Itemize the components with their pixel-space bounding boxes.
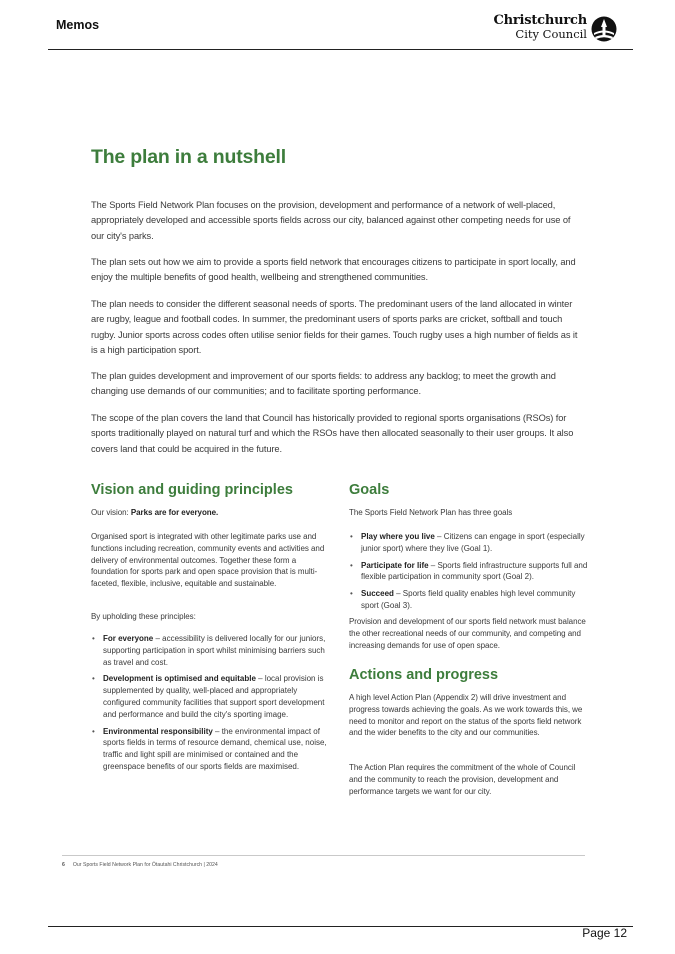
principles-intro: By upholding these principles: <box>91 612 196 621</box>
list-item: • Participate for life – Sports field infrastructure supports full and flexible participation in community sport (Goal 2). <box>349 560 589 584</box>
vision-paragraph: Organised sport is integrated with other legitimate parks use and functions including recreation, community events and activities and delivery of environmental outcomes. Together these form a foundation for sports park and open space provision that is multi-faceted, flexible, inclusive, equitable and sustainable. <box>91 532 325 589</box>
list-item: • Development is optimised and equitable – local provision is supplemented by quality, well-placed and appropriately configured community facilities that support sport development and performance and build the city's sporting image. <box>91 673 327 720</box>
principles-list <box>91 633 327 778</box>
actions-heading: Actions and progress <box>349 667 499 683</box>
goals-list <box>349 531 589 617</box>
logo-line2: City Council <box>515 27 587 41</box>
list-item: • Environmental responsibility – the environmental impact of sports fields in terms of resource demand, chemical use, noise, traffic and light spill are minimised or contained and the greenspace benefits of our sports fields are maximised. <box>91 726 327 773</box>
intro-paragraph: The plan guides development and improvement of our sports fields: to address any backlog; to meet the growth and changing use demands of our communities; and to facilitate sporting performance. <box>91 371 556 397</box>
vision-prefix: Our vision: <box>91 508 131 517</box>
doc-footer <box>62 862 218 868</box>
vision-value: Parks are for everyone. <box>130 508 219 517</box>
logo-text <box>493 14 587 41</box>
vision-statement <box>91 507 326 519</box>
goals-heading: Goals <box>349 482 390 498</box>
page-number: Page 12 <box>582 926 627 940</box>
list-item: • Play where you live – Citizens can engage in sport (especially junior sport) where they live (Goal 1). <box>349 531 589 555</box>
intro-paragraph: The plan sets out how we aim to provide a sports field network that encourages citizens to participate in sport locally, and enjoy the multiple benefits of good health, wellbeing and strengthened communities. <box>91 257 576 283</box>
vision-heading: Vision and guiding principles <box>91 482 293 498</box>
page-footer-divider <box>48 926 633 927</box>
goals-closing: Provision and development of our sports field network must balance the other recreational needs of our community, and competing and increasing demands for use of open space. <box>349 617 586 650</box>
list-item: • For everyone – accessibility is delivered locally for our juniors, supporting participation in sport whilst minimising barriers such as travel and cost. <box>91 633 327 668</box>
intro-paragraph: The Sports Field Network Plan focuses on the provision, development and performance of a network of well-placed, appropriately developed and accessible sports fields across our city, balanced against other competing needs for use of our city's parks. <box>91 200 571 241</box>
memo-label: Memos <box>56 18 100 32</box>
actions-paragraph: The Action Plan requires the commitment of the whole of Council and the community to reach the provision, development and performance targets we want for our city. <box>349 763 576 796</box>
cathedral-icon <box>591 16 617 42</box>
doc-footer-text: Our Sports Field Network Plan for Ōtautahi Christchurch | 2024 <box>72 862 218 868</box>
intro-paragraph: The scope of the plan covers the land that Council has historically provided to regional sports organisations (RSOs) for sports traditionally played on natural turf and which the RSOs have then allocated seasonally to their user groups. It also covers land that could be acquired in the future. <box>91 413 574 454</box>
logo-line1: Christchurch <box>493 13 587 28</box>
actions-paragraph: A high level Action Plan (Appendix 2) will drive investment and progress towards achieving the goals. As we work towards this, we need to monitor and report on the status of the sports field network and the wider benefits to the city and our communities. <box>349 693 583 738</box>
list-item: • Succeed – Sports field quality enables high level community sport (Goal 3). <box>349 588 589 612</box>
doc-footer-divider <box>62 855 585 856</box>
goals-intro: The Sports Field Network Plan has three goals <box>349 508 513 517</box>
page-title: The plan in a nutshell <box>91 146 286 168</box>
intro-paragraph: The plan needs to consider the different seasonal needs of sports. The predominant users of the land allocated in winter are rugby, league and football codes. In summer, the predominant users of sports parks are cricket, softball and touch rugby. Junior sports across codes often utilise senior fields for their games. Touch rugby uses a high number of fields as it is a high participation sport. <box>91 299 578 356</box>
memo-header <box>48 0 633 50</box>
doc-page-number: 6 <box>62 862 65 868</box>
